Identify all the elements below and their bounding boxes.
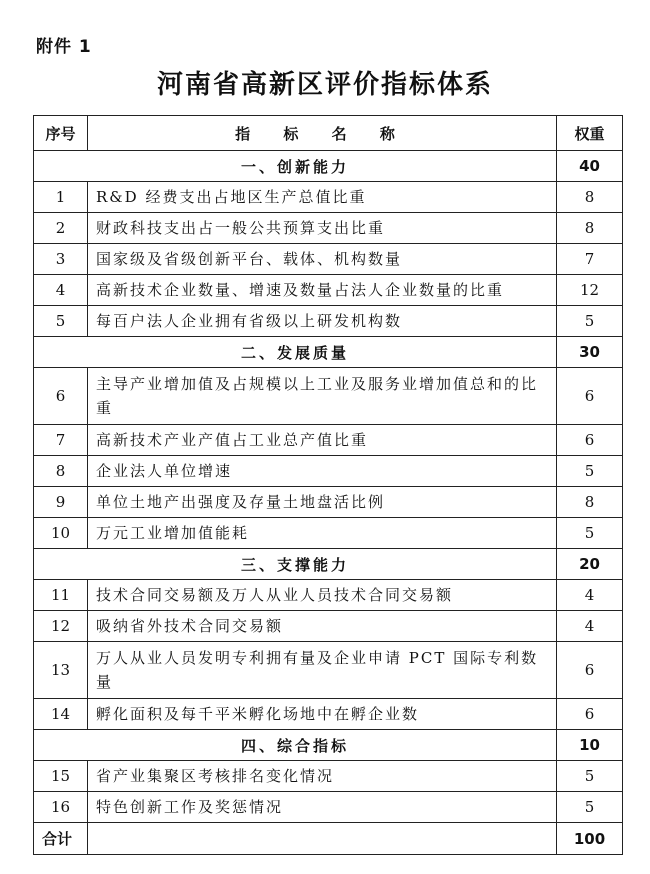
table-row	[34, 487, 623, 518]
table-row	[34, 368, 623, 425]
indicator-number: 9	[34, 487, 88, 518]
section-row	[34, 730, 623, 761]
section-weight: 30	[557, 337, 623, 368]
section-name: 四、综合指标	[34, 730, 557, 761]
section-row	[34, 549, 623, 580]
indicator-weight: 5	[557, 306, 623, 337]
indicator-name: 高新技术企业数量、增速及数量占法人企业数量的比重	[88, 275, 557, 306]
table-row	[34, 792, 623, 823]
section-row	[34, 337, 623, 368]
table-row	[34, 642, 623, 699]
indicator-weight: 5	[557, 792, 623, 823]
indicator-weight: 6	[557, 368, 623, 425]
section-weight: 10	[557, 730, 623, 761]
table-row	[34, 213, 623, 244]
section-name: 二、发展质量	[34, 337, 557, 368]
indicator-weight: 6	[557, 642, 623, 699]
total-label: 合计	[34, 823, 88, 855]
indicator-weight: 5	[557, 761, 623, 792]
indicator-number: 11	[34, 580, 88, 611]
total-weight: 100	[557, 823, 623, 855]
indicator-name: 主导产业增加值及占规模以上工业及服务业增加值总和的比重	[88, 368, 557, 425]
section-row	[34, 151, 623, 182]
indicator-weight: 6	[557, 425, 623, 456]
attachment-label: 附件 1	[36, 37, 92, 57]
section-name: 一、创新能力	[34, 151, 557, 182]
indicator-name: 每百户法人企业拥有省级以上研发机构数	[88, 306, 557, 337]
indicator-table	[33, 115, 623, 855]
indicator-weight: 6	[557, 699, 623, 730]
table-row	[34, 699, 623, 730]
table-row	[34, 275, 623, 306]
indicator-name: 省产业集聚区考核排名变化情况	[88, 761, 557, 792]
indicator-name: 企业法人单位增速	[88, 456, 557, 487]
header-weight: 权重	[557, 116, 623, 151]
indicator-number: 12	[34, 611, 88, 642]
indicator-number: 3	[34, 244, 88, 275]
indicator-number: 10	[34, 518, 88, 549]
indicator-name: 高新技术产业产值占工业总产值比重	[88, 425, 557, 456]
indicator-weight: 8	[557, 213, 623, 244]
header-indicator-name: 指 标 名 称	[88, 116, 557, 151]
total-row	[34, 823, 623, 855]
indicator-number: 8	[34, 456, 88, 487]
indicator-weight: 12	[557, 275, 623, 306]
table-row	[34, 456, 623, 487]
section-weight: 40	[557, 151, 623, 182]
table-header-row	[34, 116, 623, 151]
indicator-name: 财政科技支出占一般公共预算支出比重	[88, 213, 557, 244]
table-row	[34, 182, 623, 213]
indicator-weight: 4	[557, 611, 623, 642]
indicator-weight: 5	[557, 456, 623, 487]
indicator-number: 6	[34, 368, 88, 425]
indicator-name: R&D 经费支出占地区生产总值比重	[88, 182, 557, 213]
indicator-weight: 5	[557, 518, 623, 549]
indicator-number: 2	[34, 213, 88, 244]
table-row	[34, 425, 623, 456]
indicator-name: 特色创新工作及奖惩情况	[88, 792, 557, 823]
section-name: 三、支撑能力	[34, 549, 557, 580]
indicator-number: 16	[34, 792, 88, 823]
table-row	[34, 244, 623, 275]
table-row	[34, 761, 623, 792]
document-title: 河南省高新区评价指标体系	[156, 70, 493, 100]
table-row	[34, 306, 623, 337]
indicator-number: 1	[34, 182, 88, 213]
indicator-number: 5	[34, 306, 88, 337]
indicator-number: 14	[34, 699, 88, 730]
table-row	[34, 611, 623, 642]
indicator-name: 技术合同交易额及万人从业人员技术合同交易额	[88, 580, 557, 611]
indicator-name: 万人从业人员发明专利拥有量及企业申请 PCT 国际专利数量	[88, 642, 557, 699]
indicator-number: 15	[34, 761, 88, 792]
table-row	[34, 580, 623, 611]
indicator-name: 单位土地产出强度及存量土地盘活比例	[88, 487, 557, 518]
indicator-name: 万元工业增加值能耗	[88, 518, 557, 549]
section-weight: 20	[557, 549, 623, 580]
indicator-weight: 7	[557, 244, 623, 275]
indicator-name: 吸纳省外技术合同交易额	[88, 611, 557, 642]
indicator-weight: 8	[557, 487, 623, 518]
indicator-number: 4	[34, 275, 88, 306]
header-no: 序号	[34, 116, 88, 151]
indicator-weight: 4	[557, 580, 623, 611]
table-row	[34, 518, 623, 549]
indicator-name: 孵化面积及每千平米孵化场地中在孵企业数	[88, 699, 557, 730]
indicator-number: 7	[34, 425, 88, 456]
indicator-weight: 8	[557, 182, 623, 213]
total-name-cell	[88, 823, 557, 855]
indicator-name: 国家级及省级创新平台、载体、机构数量	[88, 244, 557, 275]
indicator-number: 13	[34, 642, 88, 699]
